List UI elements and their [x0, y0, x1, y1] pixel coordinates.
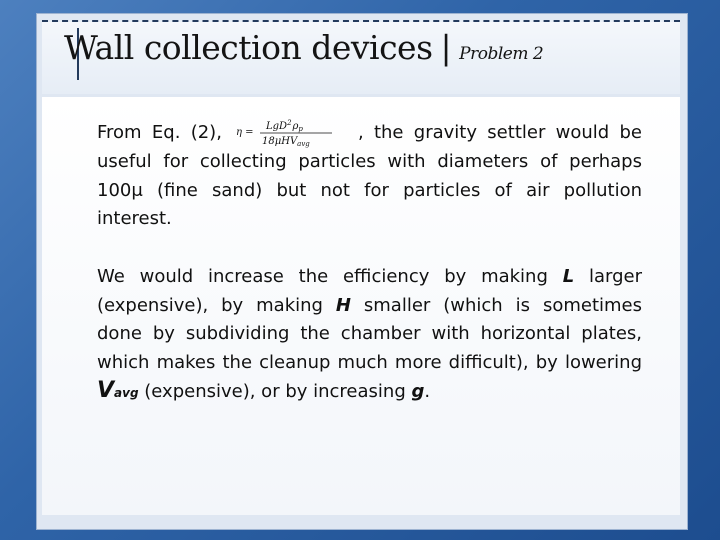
- formula-denominator: 18μHV$_{avg}$: [261, 136, 310, 148]
- paragraph-1-lead: From Eq. (2),: [97, 122, 222, 143]
- paragraph-2-text-1: We would increase the efficiency by making: [97, 266, 563, 287]
- title-main: Wall collection devices: [64, 28, 433, 67]
- var-V-subscript: avg: [114, 386, 139, 400]
- var-L: L: [562, 266, 575, 287]
- var-g: g: [411, 381, 425, 402]
- paragraph-2-text-4: (expensive), or by increasing: [138, 381, 412, 402]
- slide-title: [64, 28, 543, 67]
- paragraph-2-text-2: larger (expensive), by making: [97, 266, 642, 316]
- title-separator: |: [440, 28, 452, 67]
- paragraph-2-text-5: .: [424, 381, 431, 402]
- var-H: H: [335, 294, 351, 316]
- paragraph-2-text-3: smaller (which is sometimes done by subdividing the chamber with horizontal plates, which makes the cleanup much more difficult), by lowering: [97, 294, 642, 373]
- formula-numerator: $LgD^2\rho_p$: [265, 119, 303, 133]
- efficiency-formula: [236, 118, 348, 148]
- paragraph-1-rest: , the gravity settler would be useful for collecting particles with diameters of perhaps 100μ (fine sand) but not for particles of air pollution interest.: [97, 122, 643, 229]
- paragraph-1: [97, 118, 642, 234]
- title-subtitle: Problem 2: [459, 44, 544, 64]
- formula-lhs: η =: [235, 127, 254, 138]
- var-V: V: [97, 378, 115, 403]
- paragraph-2: [97, 263, 642, 408]
